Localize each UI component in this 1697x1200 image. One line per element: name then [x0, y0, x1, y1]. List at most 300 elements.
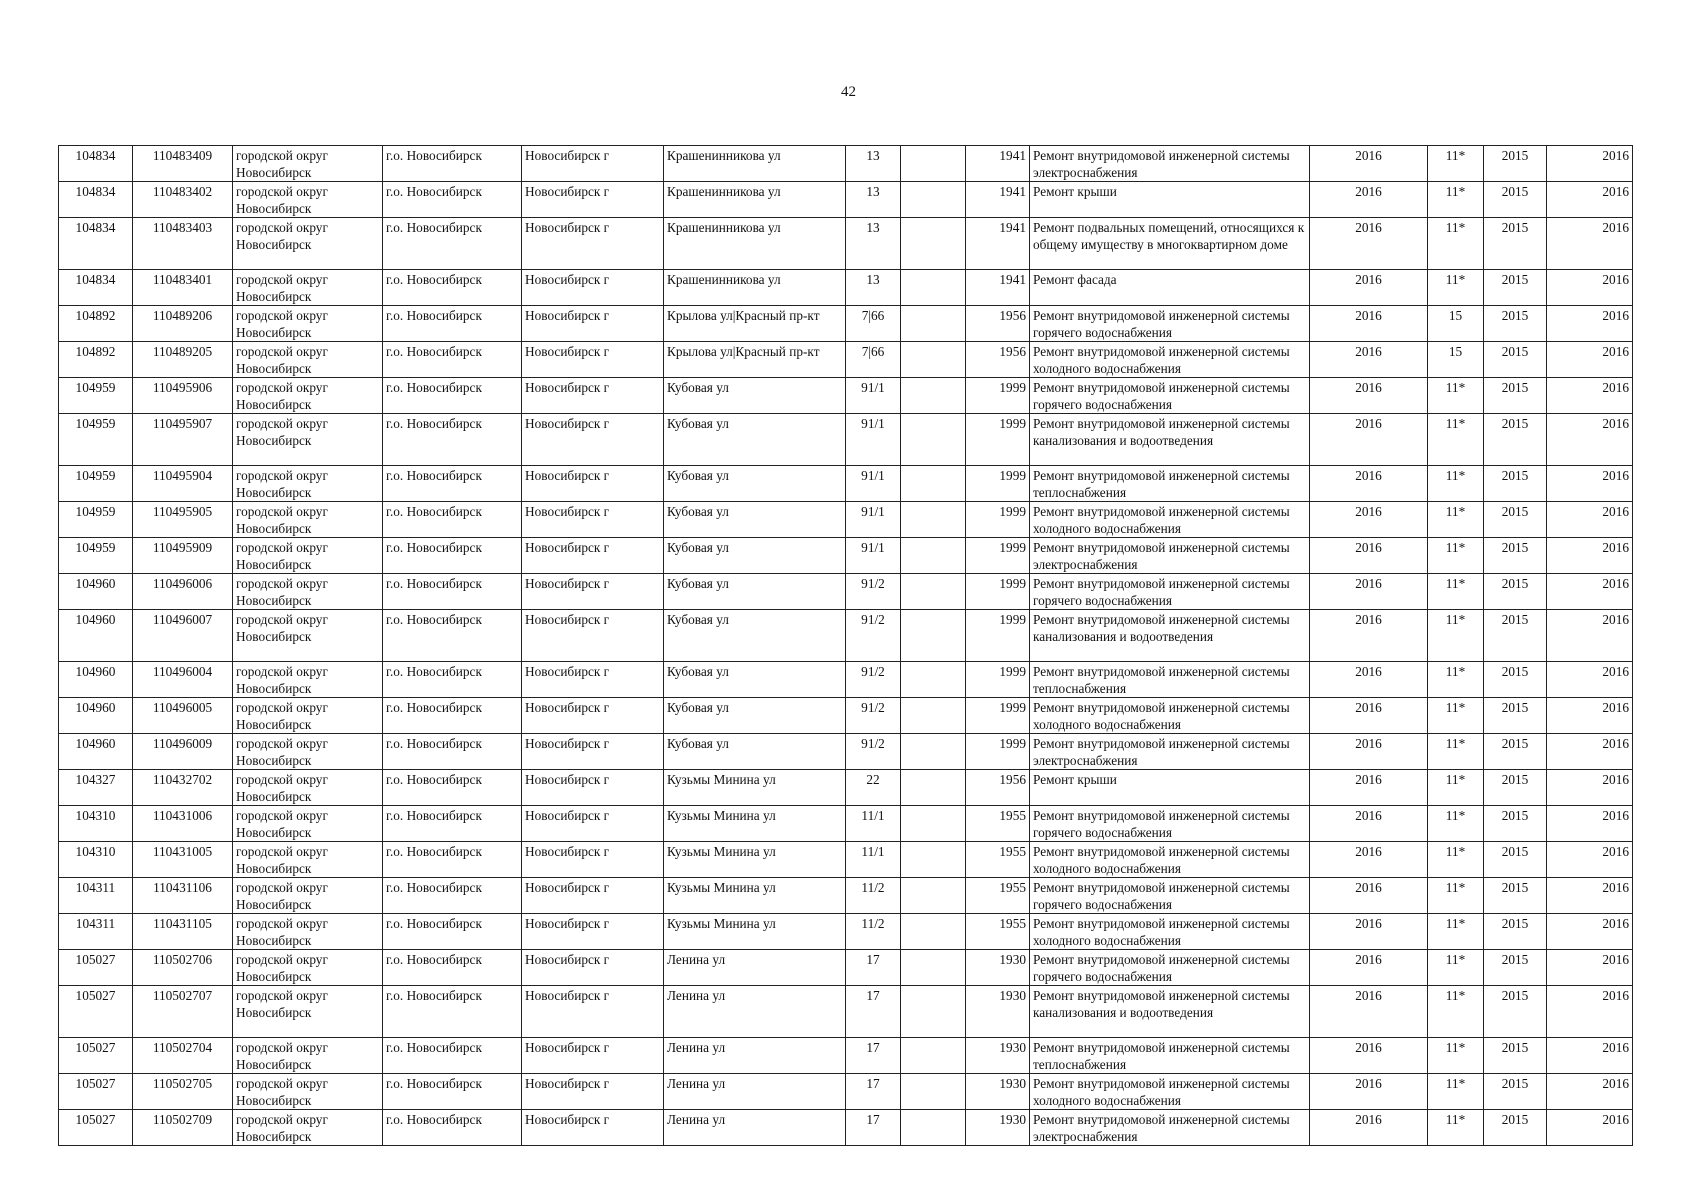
- cell-object-id: 104959: [59, 538, 133, 574]
- cell-work-id: 110502709: [133, 1110, 233, 1146]
- cell-house-number: 7|66: [846, 342, 901, 378]
- cell-district: г.о. Новосибирск: [383, 914, 522, 950]
- cell-empty: [901, 270, 966, 306]
- cell-count: 11*: [1428, 914, 1484, 950]
- cell-start-year: 2015: [1484, 1038, 1547, 1074]
- cell-municipality: городской округ Новосибирск: [233, 502, 383, 538]
- cell-district: г.о. Новосибирск: [383, 610, 522, 662]
- cell-empty: [901, 1038, 966, 1074]
- cell-municipality: городской округ Новосибирск: [233, 1110, 383, 1146]
- cell-house-number: 22: [846, 770, 901, 806]
- cell-end-year: 2016: [1547, 842, 1633, 878]
- cell-count: 11*: [1428, 986, 1484, 1038]
- cell-year-built: 1941: [966, 146, 1030, 182]
- table-body: [59, 146, 1633, 1146]
- cell-district: г.о. Новосибирск: [383, 218, 522, 270]
- cell-plan-year: 2016: [1310, 698, 1428, 734]
- table-row: [59, 698, 1633, 734]
- cell-plan-year: 2016: [1310, 414, 1428, 466]
- cell-house-number: 17: [846, 1038, 901, 1074]
- cell-end-year: 2016: [1547, 1110, 1633, 1146]
- cell-work-type: Ремонт внутридомовой инженерной системы канализования и водоотведения: [1030, 986, 1310, 1038]
- cell-street: Крылова ул|Красный пр-кт: [664, 306, 846, 342]
- cell-end-year: 2016: [1547, 770, 1633, 806]
- cell-end-year: 2016: [1547, 806, 1633, 842]
- cell-count: 11*: [1428, 1074, 1484, 1110]
- cell-plan-year: 2016: [1310, 538, 1428, 574]
- table-row: [59, 1110, 1633, 1146]
- cell-house-number: 91/1: [846, 414, 901, 466]
- cell-empty: [901, 146, 966, 182]
- cell-empty: [901, 1074, 966, 1110]
- cell-count: 11*: [1428, 878, 1484, 914]
- cell-work-type: Ремонт внутридомовой инженерной системы холодного водоснабжения: [1030, 502, 1310, 538]
- cell-end-year: 2016: [1547, 414, 1633, 466]
- cell-locality: Новосибирск г: [522, 414, 664, 466]
- cell-start-year: 2015: [1484, 1110, 1547, 1146]
- cell-end-year: 2016: [1547, 878, 1633, 914]
- cell-work-id: 110496007: [133, 610, 233, 662]
- cell-object-id: 105027: [59, 1038, 133, 1074]
- cell-house-number: 91/2: [846, 734, 901, 770]
- cell-work-id: 110495907: [133, 414, 233, 466]
- cell-district: г.о. Новосибирск: [383, 342, 522, 378]
- cell-object-id: 105027: [59, 950, 133, 986]
- cell-year-built: 1941: [966, 182, 1030, 218]
- cell-street: Крашенинникова ул: [664, 270, 846, 306]
- cell-district: г.о. Новосибирск: [383, 950, 522, 986]
- cell-object-id: 104327: [59, 770, 133, 806]
- cell-street: Крылова ул|Красный пр-кт: [664, 342, 846, 378]
- cell-district: г.о. Новосибирск: [383, 806, 522, 842]
- cell-work-type: Ремонт внутридомовой инженерной системы горячего водоснабжения: [1030, 378, 1310, 414]
- cell-count: 11*: [1428, 146, 1484, 182]
- cell-district: г.о. Новосибирск: [383, 698, 522, 734]
- cell-object-id: 104834: [59, 182, 133, 218]
- cell-year-built: 1941: [966, 270, 1030, 306]
- cell-start-year: 2015: [1484, 306, 1547, 342]
- cell-plan-year: 2016: [1310, 218, 1428, 270]
- cell-plan-year: 2016: [1310, 378, 1428, 414]
- cell-street: Крашенинникова ул: [664, 218, 846, 270]
- cell-object-id: 104834: [59, 146, 133, 182]
- cell-work-id: 110502706: [133, 950, 233, 986]
- cell-start-year: 2015: [1484, 662, 1547, 698]
- cell-object-id: 104310: [59, 806, 133, 842]
- cell-end-year: 2016: [1547, 950, 1633, 986]
- cell-plan-year: 2016: [1310, 986, 1428, 1038]
- cell-year-built: 1930: [966, 1110, 1030, 1146]
- cell-start-year: 2015: [1484, 538, 1547, 574]
- cell-start-year: 2015: [1484, 378, 1547, 414]
- cell-locality: Новосибирск г: [522, 502, 664, 538]
- cell-work-id: 110502705: [133, 1074, 233, 1110]
- cell-plan-year: 2016: [1310, 842, 1428, 878]
- cell-start-year: 2015: [1484, 182, 1547, 218]
- cell-empty: [901, 218, 966, 270]
- cell-municipality: городской округ Новосибирск: [233, 1038, 383, 1074]
- cell-empty: [901, 950, 966, 986]
- cell-locality: Новосибирск г: [522, 1074, 664, 1110]
- cell-work-type: Ремонт внутридомовой инженерной системы холодного водоснабжения: [1030, 698, 1310, 734]
- cell-locality: Новосибирск г: [522, 878, 664, 914]
- cell-house-number: 17: [846, 1074, 901, 1110]
- cell-empty: [901, 842, 966, 878]
- table-row: [59, 146, 1633, 182]
- cell-count: 11*: [1428, 950, 1484, 986]
- cell-work-type: Ремонт внутридомовой инженерной системы канализования и водоотведения: [1030, 414, 1310, 466]
- cell-start-year: 2015: [1484, 878, 1547, 914]
- cell-year-built: 1956: [966, 306, 1030, 342]
- table-row: [59, 734, 1633, 770]
- cell-start-year: 2015: [1484, 610, 1547, 662]
- cell-empty: [901, 1110, 966, 1146]
- cell-district: г.о. Новосибирск: [383, 538, 522, 574]
- table-row: [59, 306, 1633, 342]
- cell-locality: Новосибирск г: [522, 806, 664, 842]
- cell-plan-year: 2016: [1310, 878, 1428, 914]
- cell-empty: [901, 610, 966, 662]
- cell-locality: Новосибирск г: [522, 538, 664, 574]
- cell-plan-year: 2016: [1310, 914, 1428, 950]
- cell-house-number: 13: [846, 270, 901, 306]
- cell-empty: [901, 342, 966, 378]
- cell-start-year: 2015: [1484, 698, 1547, 734]
- cell-end-year: 2016: [1547, 146, 1633, 182]
- cell-work-id: 110489206: [133, 306, 233, 342]
- cell-district: г.о. Новосибирск: [383, 270, 522, 306]
- cell-work-type: Ремонт внутридомовой инженерной системы теплоснабжения: [1030, 662, 1310, 698]
- cell-object-id: 104960: [59, 574, 133, 610]
- cell-count: 11*: [1428, 182, 1484, 218]
- cell-year-built: 1999: [966, 574, 1030, 610]
- cell-count: 15: [1428, 342, 1484, 378]
- cell-plan-year: 2016: [1310, 1038, 1428, 1074]
- cell-district: г.о. Новосибирск: [383, 414, 522, 466]
- table-row: [59, 574, 1633, 610]
- cell-empty: [901, 878, 966, 914]
- cell-house-number: 17: [846, 986, 901, 1038]
- cell-work-id: 110495904: [133, 466, 233, 502]
- cell-street: Кубовая ул: [664, 574, 846, 610]
- cell-plan-year: 2016: [1310, 146, 1428, 182]
- cell-locality: Новосибирск г: [522, 1038, 664, 1074]
- cell-municipality: городской округ Новосибирск: [233, 806, 383, 842]
- cell-year-built: 1930: [966, 1038, 1030, 1074]
- cell-start-year: 2015: [1484, 466, 1547, 502]
- cell-year-built: 1999: [966, 698, 1030, 734]
- cell-municipality: городской округ Новосибирск: [233, 538, 383, 574]
- cell-count: 11*: [1428, 502, 1484, 538]
- cell-locality: Новосибирск г: [522, 842, 664, 878]
- cell-work-type: Ремонт внутридомовой инженерной системы холодного водоснабжения: [1030, 914, 1310, 950]
- cell-start-year: 2015: [1484, 950, 1547, 986]
- cell-street: Кузьмы Минина ул: [664, 770, 846, 806]
- cell-count: 11*: [1428, 270, 1484, 306]
- cell-locality: Новосибирск г: [522, 698, 664, 734]
- table-row: [59, 878, 1633, 914]
- cell-locality: Новосибирск г: [522, 770, 664, 806]
- cell-work-type: Ремонт внутридомовой инженерной системы теплоснабжения: [1030, 1038, 1310, 1074]
- cell-object-id: 104310: [59, 842, 133, 878]
- cell-start-year: 2015: [1484, 270, 1547, 306]
- cell-year-built: 1930: [966, 950, 1030, 986]
- cell-house-number: 91/1: [846, 378, 901, 414]
- cell-house-number: 11/2: [846, 914, 901, 950]
- cell-municipality: городской округ Новосибирск: [233, 182, 383, 218]
- cell-work-id: 110496004: [133, 662, 233, 698]
- cell-end-year: 2016: [1547, 1038, 1633, 1074]
- cell-street: Ленина ул: [664, 1074, 846, 1110]
- cell-street: Крашенинникова ул: [664, 146, 846, 182]
- cell-object-id: 105027: [59, 1110, 133, 1146]
- cell-street: Кузьмы Минина ул: [664, 806, 846, 842]
- cell-year-built: 1941: [966, 218, 1030, 270]
- cell-empty: [901, 698, 966, 734]
- cell-count: 11*: [1428, 218, 1484, 270]
- table-row: [59, 986, 1633, 1038]
- cell-count: 11*: [1428, 538, 1484, 574]
- cell-district: г.о. Новосибирск: [383, 770, 522, 806]
- cell-house-number: 91/1: [846, 502, 901, 538]
- cell-work-id: 110483403: [133, 218, 233, 270]
- cell-locality: Новосибирск г: [522, 378, 664, 414]
- cell-count: 11*: [1428, 610, 1484, 662]
- cell-street: Ленина ул: [664, 1110, 846, 1146]
- cell-street: Крашенинникова ул: [664, 182, 846, 218]
- table-row: [59, 378, 1633, 414]
- table-row: [59, 610, 1633, 662]
- cell-end-year: 2016: [1547, 574, 1633, 610]
- cell-work-type: Ремонт подвальных помещений, относящихся к общему имуществу в многоквартирном доме: [1030, 218, 1310, 270]
- cell-plan-year: 2016: [1310, 342, 1428, 378]
- cell-work-id: 110495905: [133, 502, 233, 538]
- cell-plan-year: 2016: [1310, 806, 1428, 842]
- page-number: 42: [841, 84, 856, 100]
- cell-plan-year: 2016: [1310, 466, 1428, 502]
- cell-district: г.о. Новосибирск: [383, 662, 522, 698]
- table-row: [59, 342, 1633, 378]
- table-row: [59, 502, 1633, 538]
- cell-start-year: 2015: [1484, 770, 1547, 806]
- cell-municipality: городской округ Новосибирск: [233, 662, 383, 698]
- cell-work-id: 110496009: [133, 734, 233, 770]
- cell-start-year: 2015: [1484, 806, 1547, 842]
- cell-end-year: 2016: [1547, 342, 1633, 378]
- cell-street: Ленина ул: [664, 1038, 846, 1074]
- cell-year-built: 1999: [966, 734, 1030, 770]
- cell-object-id: 104959: [59, 414, 133, 466]
- cell-count: 11*: [1428, 842, 1484, 878]
- cell-plan-year: 2016: [1310, 662, 1428, 698]
- cell-count: 11*: [1428, 806, 1484, 842]
- cell-plan-year: 2016: [1310, 950, 1428, 986]
- cell-street: Кубовая ул: [664, 414, 846, 466]
- table-row: [59, 270, 1633, 306]
- cell-end-year: 2016: [1547, 306, 1633, 342]
- cell-plan-year: 2016: [1310, 1074, 1428, 1110]
- table-row: [59, 466, 1633, 502]
- cell-year-built: 1955: [966, 806, 1030, 842]
- cell-year-built: 1955: [966, 842, 1030, 878]
- cell-start-year: 2015: [1484, 218, 1547, 270]
- cell-locality: Новосибирск г: [522, 914, 664, 950]
- cell-plan-year: 2016: [1310, 502, 1428, 538]
- cell-house-number: 17: [846, 950, 901, 986]
- cell-locality: Новосибирск г: [522, 466, 664, 502]
- cell-street: Кубовая ул: [664, 378, 846, 414]
- table-row: [59, 770, 1633, 806]
- cell-locality: Новосибирск г: [522, 1110, 664, 1146]
- cell-street: Кузьмы Минина ул: [664, 878, 846, 914]
- cell-street: Кубовая ул: [664, 466, 846, 502]
- cell-work-type: Ремонт внутридомовой инженерной системы холодного водоснабжения: [1030, 342, 1310, 378]
- cell-object-id: 104960: [59, 734, 133, 770]
- cell-work-id: 110495909: [133, 538, 233, 574]
- cell-house-number: 91/2: [846, 574, 901, 610]
- table-row: [59, 662, 1633, 698]
- cell-object-id: 104960: [59, 610, 133, 662]
- cell-year-built: 1956: [966, 770, 1030, 806]
- cell-count: 11*: [1428, 414, 1484, 466]
- cell-municipality: городской округ Новосибирск: [233, 414, 383, 466]
- cell-locality: Новосибирск г: [522, 182, 664, 218]
- cell-work-id: 110495906: [133, 378, 233, 414]
- cell-district: г.о. Новосибирск: [383, 878, 522, 914]
- cell-year-built: 1930: [966, 1074, 1030, 1110]
- cell-end-year: 2016: [1547, 1074, 1633, 1110]
- cell-empty: [901, 502, 966, 538]
- cell-end-year: 2016: [1547, 662, 1633, 698]
- cell-work-id: 110483401: [133, 270, 233, 306]
- cell-end-year: 2016: [1547, 270, 1633, 306]
- cell-object-id: 104960: [59, 698, 133, 734]
- cell-end-year: 2016: [1547, 538, 1633, 574]
- cell-year-built: 1999: [966, 662, 1030, 698]
- cell-end-year: 2016: [1547, 466, 1633, 502]
- cell-locality: Новосибирск г: [522, 270, 664, 306]
- cell-year-built: 1999: [966, 610, 1030, 662]
- cell-house-number: 91/1: [846, 538, 901, 574]
- cell-empty: [901, 182, 966, 218]
- cell-district: г.о. Новосибирск: [383, 306, 522, 342]
- cell-work-type: Ремонт внутридомовой инженерной системы электроснабжения: [1030, 146, 1310, 182]
- cell-start-year: 2015: [1484, 842, 1547, 878]
- cell-locality: Новосибирск г: [522, 306, 664, 342]
- cell-work-id: 110431105: [133, 914, 233, 950]
- cell-object-id: 104960: [59, 662, 133, 698]
- table-row: [59, 914, 1633, 950]
- cell-work-type: Ремонт внутридомовой инженерной системы горячего водоснабжения: [1030, 806, 1310, 842]
- cell-municipality: городской округ Новосибирск: [233, 914, 383, 950]
- cell-count: 11*: [1428, 1110, 1484, 1146]
- cell-municipality: городской округ Новосибирск: [233, 1074, 383, 1110]
- cell-street: Ленина ул: [664, 986, 846, 1038]
- cell-district: г.о. Новосибирск: [383, 502, 522, 538]
- cell-year-built: 1999: [966, 538, 1030, 574]
- cell-house-number: 91/2: [846, 610, 901, 662]
- cell-end-year: 2016: [1547, 378, 1633, 414]
- cell-object-id: 104834: [59, 270, 133, 306]
- table-row: [59, 1038, 1633, 1074]
- cell-start-year: 2015: [1484, 342, 1547, 378]
- cell-object-id: 105027: [59, 986, 133, 1038]
- cell-work-id: 110431106: [133, 878, 233, 914]
- cell-work-type: Ремонт внутридомовой инженерной системы горячего водоснабжения: [1030, 574, 1310, 610]
- table-row: [59, 538, 1633, 574]
- cell-count: 11*: [1428, 466, 1484, 502]
- cell-end-year: 2016: [1547, 182, 1633, 218]
- cell-year-built: 1930: [966, 986, 1030, 1038]
- cell-work-id: 110496005: [133, 698, 233, 734]
- cell-work-type: Ремонт внутридомовой инженерной системы теплоснабжения: [1030, 466, 1310, 502]
- cell-work-type: Ремонт внутридомовой инженерной системы электроснабжения: [1030, 1110, 1310, 1146]
- cell-district: г.о. Новосибирск: [383, 842, 522, 878]
- cell-count: 11*: [1428, 574, 1484, 610]
- cell-street: Кубовая ул: [664, 610, 846, 662]
- cell-locality: Новосибирск г: [522, 574, 664, 610]
- cell-house-number: 13: [846, 218, 901, 270]
- cell-count: 11*: [1428, 1038, 1484, 1074]
- cell-work-id: 110502704: [133, 1038, 233, 1074]
- table-row: [59, 182, 1633, 218]
- cell-object-id: 104834: [59, 218, 133, 270]
- cell-work-type: Ремонт внутридомовой инженерной системы канализования и водоотведения: [1030, 610, 1310, 662]
- cell-plan-year: 2016: [1310, 1110, 1428, 1146]
- repair-register-table: [58, 145, 1633, 1146]
- cell-end-year: 2016: [1547, 914, 1633, 950]
- cell-end-year: 2016: [1547, 218, 1633, 270]
- cell-year-built: 1956: [966, 342, 1030, 378]
- cell-municipality: городской округ Новосибирск: [233, 342, 383, 378]
- cell-count: 11*: [1428, 378, 1484, 414]
- cell-house-number: 11/1: [846, 806, 901, 842]
- cell-locality: Новосибирск г: [522, 342, 664, 378]
- cell-end-year: 2016: [1547, 698, 1633, 734]
- cell-empty: [901, 378, 966, 414]
- cell-count: 11*: [1428, 662, 1484, 698]
- cell-work-id: 110432702: [133, 770, 233, 806]
- cell-district: г.о. Новосибирск: [383, 182, 522, 218]
- cell-work-type: Ремонт крыши: [1030, 182, 1310, 218]
- cell-empty: [901, 806, 966, 842]
- cell-start-year: 2015: [1484, 734, 1547, 770]
- cell-locality: Новосибирск г: [522, 610, 664, 662]
- cell-plan-year: 2016: [1310, 270, 1428, 306]
- cell-plan-year: 2016: [1310, 574, 1428, 610]
- cell-street: Кубовая ул: [664, 538, 846, 574]
- cell-house-number: 11/2: [846, 878, 901, 914]
- cell-plan-year: 2016: [1310, 610, 1428, 662]
- cell-end-year: 2016: [1547, 986, 1633, 1038]
- cell-empty: [901, 770, 966, 806]
- cell-district: г.о. Новосибирск: [383, 1038, 522, 1074]
- cell-locality: Новосибирск г: [522, 734, 664, 770]
- cell-object-id: 104311: [59, 914, 133, 950]
- cell-house-number: 13: [846, 146, 901, 182]
- cell-empty: [901, 986, 966, 1038]
- cell-district: г.о. Новосибирск: [383, 378, 522, 414]
- cell-start-year: 2015: [1484, 986, 1547, 1038]
- cell-plan-year: 2016: [1310, 734, 1428, 770]
- cell-house-number: 11/1: [846, 842, 901, 878]
- cell-empty: [901, 574, 966, 610]
- cell-end-year: 2016: [1547, 502, 1633, 538]
- cell-plan-year: 2016: [1310, 182, 1428, 218]
- cell-house-number: 91/2: [846, 698, 901, 734]
- cell-work-type: Ремонт внутридомовой инженерной системы электроснабжения: [1030, 734, 1310, 770]
- cell-locality: Новосибирск г: [522, 950, 664, 986]
